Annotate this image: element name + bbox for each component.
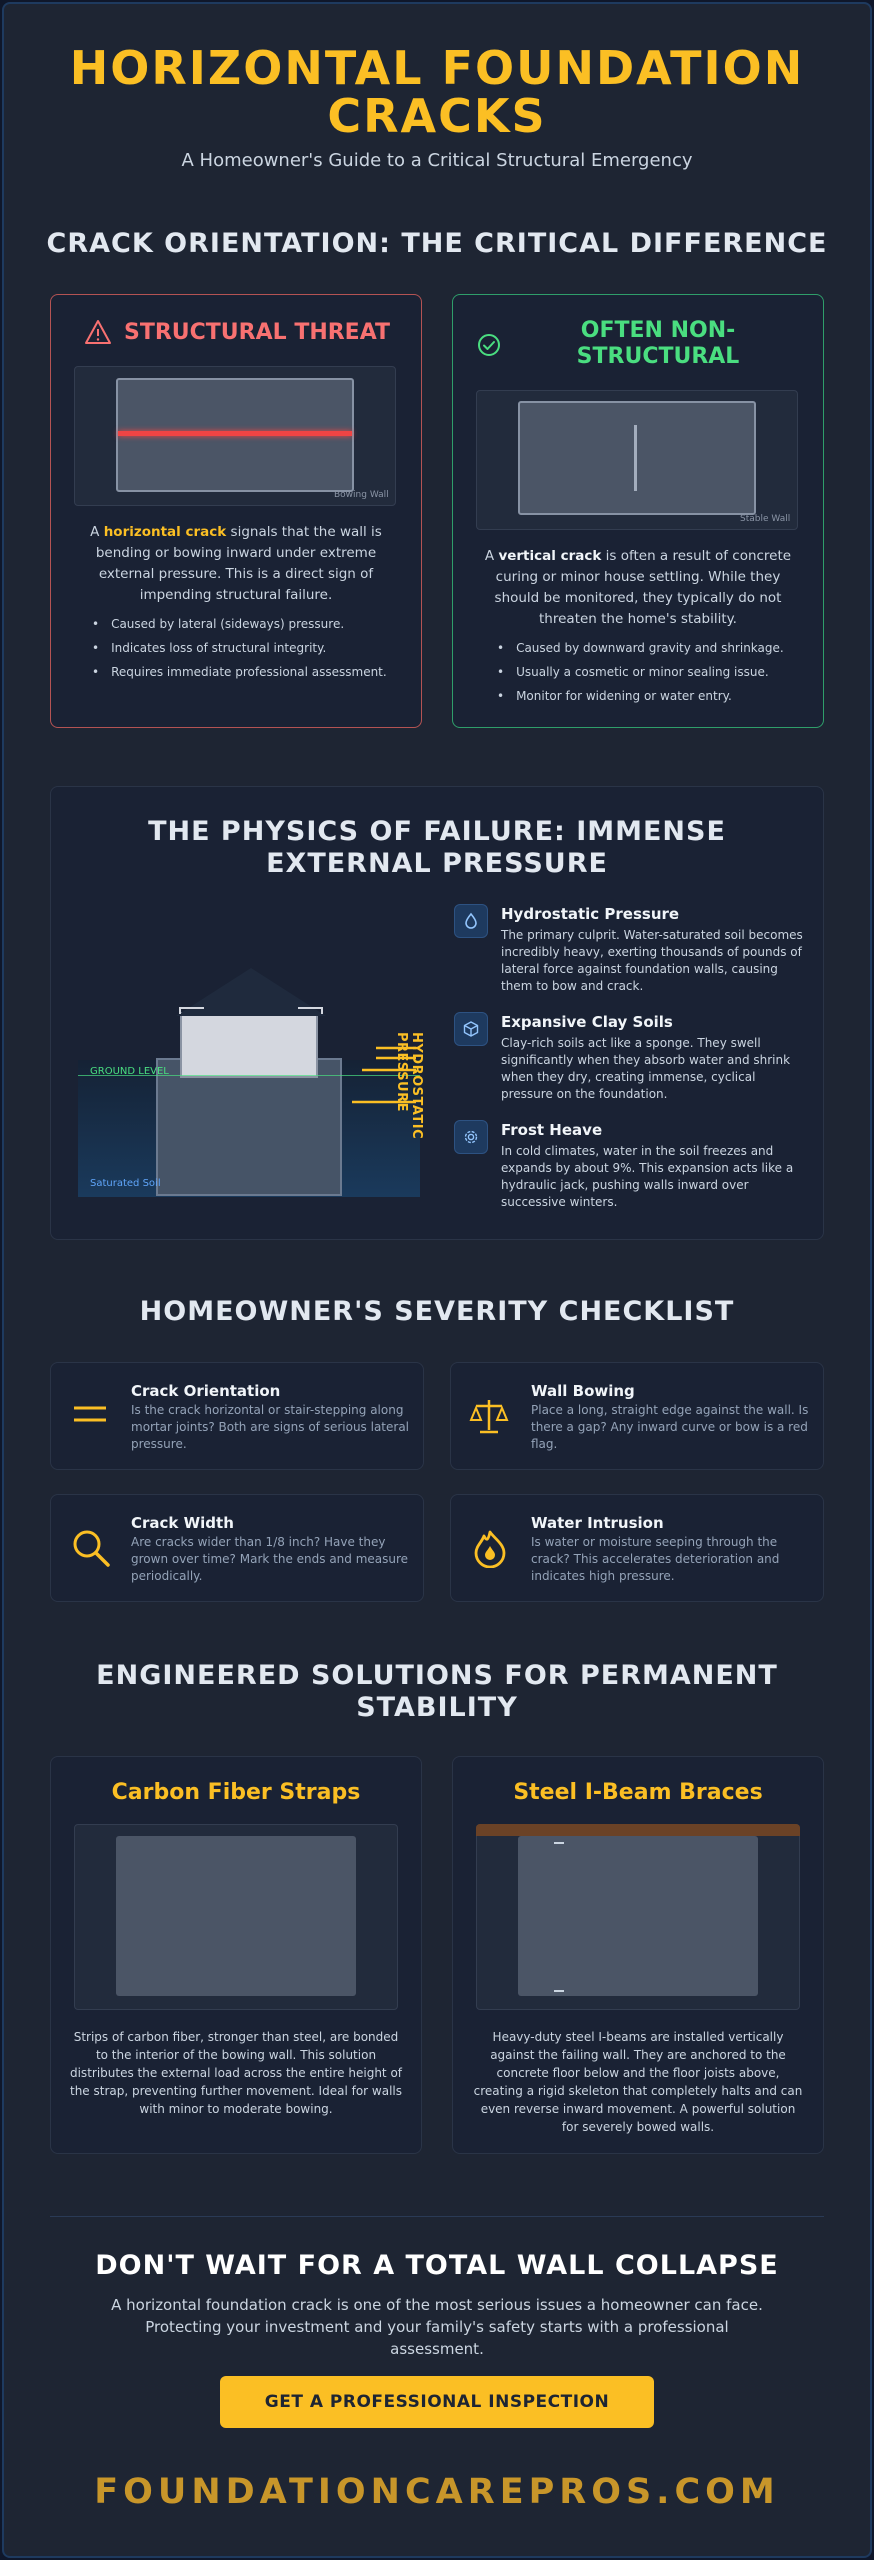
- stable-wall: [518, 401, 756, 515]
- gear-icon: [454, 1120, 488, 1154]
- flame-drop-icon: [470, 1528, 510, 1572]
- list-item: • Caused by downward gravity and shrinkage.: [497, 636, 817, 660]
- ground-level-label: GROUND LEVEL: [90, 1066, 169, 1077]
- vertical-crack-line: [634, 425, 637, 491]
- feature-text: Clay-rich soils act like a sponge. They swell significantly when they absorb water and shrink when they dry, creating immense, cyclical pressure on the foundation.: [501, 1036, 791, 1101]
- section-divider: [50, 2216, 824, 2217]
- reinforced-wall: [116, 1836, 356, 1996]
- foundation-wall: [156, 1058, 342, 1196]
- page-title: HORIZONTAL FOUNDATION CRACKS: [69, 41, 805, 143]
- checklist-item-title: Wall Bowing: [531, 1382, 635, 1400]
- house-body: [180, 1012, 318, 1078]
- checklist-item-text: Place a long, straight edge against the wall. Is there a gap? Any inward curve or bow is a red flag.: [531, 1403, 809, 1451]
- beam-anchor-bottom: [554, 1990, 564, 1992]
- orientation-section-title: CRACK ORIENTATION: THE CRITICAL DIFFERENCE: [46, 228, 828, 259]
- house-roof: [176, 966, 326, 1020]
- solution-text: Strips of carbon fiber, stronger than steel, are bonded to the interior of the bowing wall. This solution distributes the external load across the entire height of the strap, preventing further movement. Ideal for walls with minor to moderate bowing.: [69, 2030, 403, 2116]
- non-structural-heading: OFTEN NON- STRUCTURAL: [576, 318, 740, 369]
- checklist-item-title: Water Intrusion: [531, 1514, 664, 1532]
- list-item: • Indicates loss of structural integrity.: [92, 636, 412, 660]
- list-item: • Caused by lateral (sideways) pressure.: [92, 612, 412, 636]
- list-item: • Monitor for widening or water entry.: [497, 684, 817, 708]
- checklist-item-title: Crack Width: [131, 1514, 234, 1532]
- list-item: • Usually a cosmetic or minor sealing issue.: [497, 660, 817, 684]
- horizontal-crack-line: [118, 431, 352, 436]
- checklist-section-title: HOMEOWNER'S SEVERITY CHECKLIST: [139, 1296, 735, 1327]
- feature-title: Frost Heave: [501, 1121, 603, 1139]
- feature-title: Expansive Clay Soils: [501, 1013, 673, 1031]
- solution-title: Carbon Fiber Straps: [111, 1780, 361, 1805]
- cube-icon: [454, 1012, 488, 1046]
- structural-threat-heading: STRUCTURAL THREAT: [124, 320, 391, 345]
- checklist-item-text: Is water or moisture seeping through the crack? This accelerates deterioration and indicates high pressure.: [531, 1535, 780, 1583]
- horizontal-crack-description: A horizontal crack signals that the wall is bending or bowing inward under extreme external pressure. This is a direct sign of impending structural failure.: [90, 524, 382, 603]
- threat-bullet-list: [92, 612, 412, 684]
- checklist-item-title: Crack Orientation: [131, 1382, 281, 1400]
- magnifier-icon: [70, 1527, 112, 1573]
- beam-anchor-top: [554, 1842, 564, 1844]
- braced-wall: [518, 1836, 758, 1996]
- bowing-wall-label: Bowing Wall: [334, 490, 389, 500]
- page-subtitle: A Homeowner's Guide to a Critical Structural Emergency: [181, 150, 693, 171]
- get-inspection-button[interactable]: GET A PROFESSIONAL INSPECTION: [220, 2376, 654, 2428]
- list-item: • Requires immediate professional assessment.: [92, 660, 412, 684]
- safe-bullet-list: [497, 636, 817, 708]
- checklist-item-text: Are cracks wider than 1/8 inch? Have they grown over time? Mark the ends and measure periodically.: [131, 1535, 409, 1583]
- solutions-section-title: ENGINEERED SOLUTIONS FOR PERMANENT STABILITY: [96, 1660, 778, 1723]
- solution-title: Steel I-Beam Braces: [513, 1780, 763, 1805]
- floor-joist: [476, 1824, 800, 1836]
- cta-title: DON'T WAIT FOR A TOTAL WALL COLLAPSE: [95, 2250, 779, 2281]
- check-circle-icon: [477, 333, 501, 361]
- stable-wall-label: Stable Wall: [740, 514, 791, 524]
- scale-icon: [468, 1396, 510, 1442]
- footer-brand[interactable]: FOUNDATIONCAREPROS.COM: [94, 2472, 780, 2512]
- feature-title: Hydrostatic Pressure: [501, 905, 680, 923]
- vertical-crack-description: A vertical crack is often a result of concrete curing or minor house settling. While they should be monitored, they typically do not threaten the home's stability.: [484, 548, 792, 627]
- checklist-item-text: Is the crack horizontal or stair-stepping along mortar joints? Both are signs of serious lateral pressure.: [131, 1403, 410, 1451]
- water-drop-icon: [454, 904, 488, 938]
- feature-text: The primary culprit. Water-saturated soil becomes incredibly heavy, exerting thousands of pounds of lateral force against foundation walls, causing them to bow and crack.: [501, 928, 803, 993]
- solution-text: Heavy-duty steel I-beams are installed vertically against the failing wall. They are anchored to the concrete floor below and the floor joists above, creating a rigid skeleton that completely halts and can even reverse inward movement. A powerful solution for severely bowed walls.: [473, 2030, 803, 2134]
- cta-text: A horizontal foundation crack is one of the most serious issues a homeowner can face. Protecting your investment and your family's safety starts with a professional assessment.: [111, 2296, 763, 2358]
- warning-triangle-icon: [84, 319, 112, 349]
- saturated-soil-label: Saturated Soil: [90, 1178, 161, 1189]
- equals-lines-icon: [72, 1402, 108, 1432]
- feature-text: In cold climates, water in the soil freezes and expands by about 9%. This expansion acts like a hydraulic jack, pushing walls inward over successive winters.: [501, 1144, 794, 1209]
- physics-section-title: THE PHYSICS OF FAILURE: IMMENSE EXTERNAL PRESSURE: [148, 816, 726, 879]
- hydrostatic-pressure-label: HYDROSTATIC PRESSURE: [394, 1032, 424, 1140]
